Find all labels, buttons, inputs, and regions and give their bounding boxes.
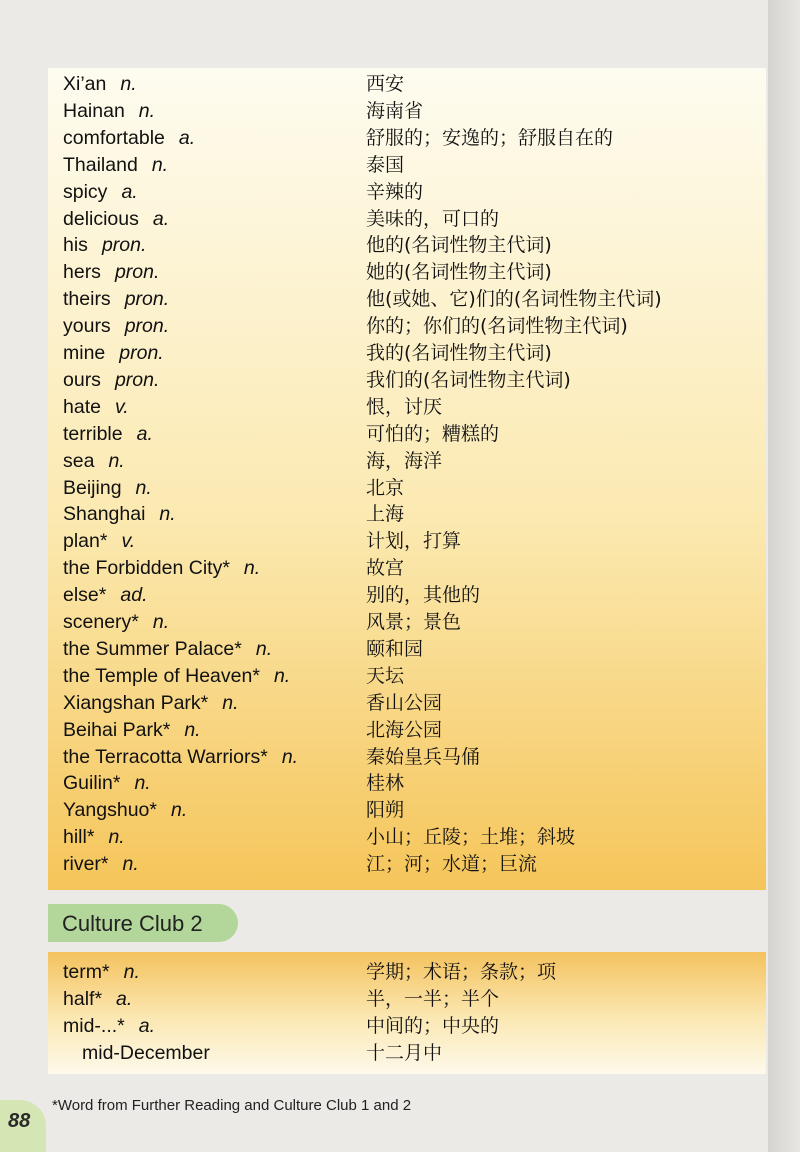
part-of-speech: pron.: [124, 315, 170, 338]
vocab-word: else*: [63, 584, 107, 607]
vocab-meaning: 你的；你们的(名词性物主代词): [366, 315, 628, 338]
vocab-row: [48, 717, 766, 744]
part-of-speech: n.: [120, 73, 137, 95]
vocab-row: [48, 71, 766, 98]
vocab-row: [48, 744, 766, 771]
section-tab-culture-club-2: [48, 904, 238, 942]
vocab-word: scenery*: [63, 611, 139, 633]
part-of-speech: n.: [135, 476, 152, 499]
vocab-meaning: 学期；术语；条款；项: [366, 961, 557, 983]
vocab-entry: [63, 582, 147, 609]
vocab-word: his: [63, 234, 88, 257]
vocab-meaning: 舒服的；安逸的；舒服自在的: [366, 126, 614, 149]
page-number: 88: [8, 1110, 31, 1132]
vocab-entry: [63, 797, 187, 824]
vocab-entry: [63, 259, 159, 286]
part-of-speech: n.: [138, 99, 156, 122]
vocab-row: [48, 636, 766, 663]
vocab-row: [48, 770, 766, 797]
vocab-row: [48, 609, 766, 636]
vocab-entry: [63, 71, 137, 98]
vocab-word: hate: [63, 395, 101, 418]
vocab-entry: [63, 528, 135, 555]
vocab-entry: [63, 98, 155, 125]
part-of-speech: n.: [151, 153, 169, 176]
vocab-entry: [63, 421, 153, 448]
vocab-word: mine: [63, 342, 106, 364]
part-of-speech: pron.: [114, 261, 160, 284]
vocab-row: [48, 421, 766, 448]
vocab-row: [48, 528, 766, 555]
part-of-speech: ad.: [120, 584, 148, 607]
vocab-word: the Temple of Heaven*: [63, 664, 260, 687]
vocab-entry: [63, 179, 138, 206]
vocab-meaning: 我们的(名词性物主代词): [366, 368, 571, 391]
part-of-speech: n.: [184, 718, 201, 741]
part-of-speech: n.: [255, 637, 273, 660]
vocab-row: [48, 663, 766, 690]
vocab-meaning: 海南省: [366, 99, 424, 122]
vocab-word: Beihai Park*: [63, 718, 171, 741]
part-of-speech: pron.: [101, 234, 147, 257]
vocab-entry: [63, 555, 260, 582]
vocab-word: sea: [63, 449, 95, 472]
part-of-speech: n.: [123, 961, 140, 983]
vocab-word: hers: [63, 261, 101, 284]
vocab-row: [48, 475, 766, 502]
part-of-speech: n.: [281, 745, 299, 768]
vocab-row: [48, 986, 766, 1013]
vocab-meaning: 美味的，可口的: [366, 207, 500, 230]
vocab-meaning: 秦始皇兵马俑: [366, 745, 481, 768]
vocab-entry: [63, 501, 176, 528]
part-of-speech: v.: [121, 530, 136, 553]
vocab-row: [48, 851, 766, 878]
vocab-meaning: 西安: [366, 73, 405, 95]
vocab-entry: [82, 1040, 210, 1067]
vocab-entry: [63, 340, 164, 367]
vocab-row: [48, 448, 766, 475]
part-of-speech: pron.: [119, 342, 164, 364]
vocab-meaning: 风景；景色: [366, 611, 462, 633]
vocab-meaning: 他的(名词性物主代词): [366, 234, 552, 257]
vocab-meaning: 海，海洋: [366, 449, 443, 472]
vocab-word: the Summer Palace*: [63, 637, 242, 660]
vocab-entry: [63, 744, 298, 771]
vocab-row: [48, 313, 766, 340]
vocab-meaning: 中间的；中央的: [366, 1015, 500, 1037]
vocab-row: [48, 959, 766, 986]
vocab-row: [48, 555, 766, 582]
vocab-entry: [63, 206, 169, 233]
part-of-speech: a.: [152, 207, 170, 230]
vocab-row: [48, 232, 766, 259]
vocab-row: [48, 98, 766, 125]
part-of-speech: n.: [273, 664, 291, 687]
vocab-meaning: 他(或她、它)们的(名词性物主代词): [366, 288, 662, 311]
vocab-word: Yangshuo*: [63, 799, 157, 822]
vocab-row: [48, 340, 766, 367]
vocab-word: the Terracotta Warriors*: [63, 745, 268, 768]
vocab-meaning: 辛辣的: [366, 180, 424, 203]
vocab-entry: [63, 636, 272, 663]
part-of-speech: n.: [159, 503, 176, 526]
vocab-row: [48, 125, 766, 152]
vocab-meaning: 阳朔: [366, 799, 405, 822]
vocab-row: [48, 179, 766, 206]
vocab-entry: [63, 313, 169, 340]
vocab-word: Beijing: [63, 476, 122, 499]
part-of-speech: a.: [178, 126, 196, 149]
vocab-entry: [63, 152, 168, 179]
vocab-meaning: 恨，讨厌: [366, 395, 443, 418]
part-of-speech: a.: [136, 422, 153, 445]
vocab-row: [48, 286, 766, 313]
vocabulary-panel: [48, 68, 766, 890]
vocab-meaning: 别的，其他的: [366, 584, 481, 607]
vocab-entry: [63, 959, 140, 986]
culture-club-vocabulary-panel: [48, 952, 766, 1074]
part-of-speech: n.: [222, 691, 239, 714]
part-of-speech: pron.: [114, 368, 160, 391]
vocab-word: Thailand: [63, 153, 138, 176]
part-of-speech: a.: [121, 180, 138, 203]
vocab-entry: [63, 367, 159, 394]
section-title: Culture Club 2: [62, 911, 203, 936]
vocab-meaning: 北京: [366, 476, 405, 499]
vocab-word: river*: [63, 853, 109, 876]
vocab-meaning: 天坛: [366, 664, 405, 687]
vocab-entry: [63, 125, 195, 152]
vocab-row: [48, 1013, 766, 1040]
vocab-row: [48, 501, 766, 528]
vocab-row: [48, 797, 766, 824]
vocab-word: comfortable: [63, 126, 165, 149]
vocab-entry: [63, 232, 146, 259]
part-of-speech: n.: [152, 611, 170, 633]
vocab-word: Xi’an: [63, 73, 107, 95]
vocab-word: mid-December: [82, 1042, 210, 1064]
vocab-entry: [63, 475, 152, 502]
vocab-row: [48, 206, 766, 233]
vocab-entry: [63, 1013, 155, 1040]
vocab-entry: [63, 286, 169, 313]
page-edge-shadow: [768, 0, 800, 1152]
vocab-row: [48, 582, 766, 609]
footnote: *Word from Further Reading and Culture Club 1 and 2: [52, 1097, 412, 1114]
vocab-entry: [63, 609, 169, 636]
vocab-entry: [63, 824, 125, 851]
vocab-entry: [63, 770, 151, 797]
vocab-meaning: 江；河；水道；巨流: [366, 853, 538, 876]
vocab-entry: [63, 717, 201, 744]
vocab-meaning: 香山公园: [366, 691, 443, 714]
vocab-meaning: 计划，打算: [366, 530, 462, 553]
part-of-speech: a.: [116, 988, 133, 1010]
vocab-word: yours: [63, 315, 111, 338]
vocab-entry: [63, 448, 125, 475]
vocab-meaning: 她的(名词性物主代词): [366, 261, 552, 284]
vocab-word: Shanghai: [63, 503, 146, 526]
page-number-badge: [0, 1100, 46, 1152]
part-of-speech: n.: [108, 449, 125, 472]
vocab-meaning: 半，一半；半个: [366, 988, 500, 1010]
vocab-meaning: 可怕的；糟糕的: [366, 422, 500, 445]
vocab-meaning: 桂林: [366, 772, 405, 795]
vocab-word: plan*: [63, 530, 108, 553]
vocab-entry: [63, 394, 129, 421]
vocab-meaning: 小山；丘陵；土堆；斜坡: [366, 826, 576, 849]
vocab-row: [48, 367, 766, 394]
vocab-word: the Forbidden City*: [63, 557, 230, 580]
vocab-meaning: 故宫: [366, 557, 405, 580]
vocab-row: [48, 394, 766, 421]
part-of-speech: v.: [114, 395, 129, 418]
vocab-row: [48, 824, 766, 851]
vocab-word: spicy: [63, 180, 108, 203]
vocab-word: half*: [63, 988, 103, 1010]
vocab-meaning: 十二月中: [366, 1042, 443, 1064]
vocab-row: [48, 1040, 766, 1067]
vocab-entry: [63, 663, 290, 690]
vocab-row: [48, 690, 766, 717]
vocab-word: term*: [63, 961, 110, 983]
vocab-word: delicious: [63, 207, 139, 230]
part-of-speech: n.: [134, 772, 151, 795]
part-of-speech: n.: [243, 557, 261, 580]
vocab-row: [48, 259, 766, 286]
vocab-word: ours: [63, 368, 101, 391]
vocab-meaning: 颐和园: [366, 637, 424, 660]
vocab-meaning: 上海: [366, 503, 405, 526]
vocab-word: Hainan: [63, 99, 125, 122]
part-of-speech: n.: [170, 799, 188, 822]
vocab-word: terrible: [63, 422, 123, 445]
part-of-speech: a.: [138, 1015, 156, 1037]
vocab-word: mid-...*: [63, 1015, 125, 1037]
vocab-entry: [63, 986, 132, 1013]
vocab-meaning: 北海公园: [366, 718, 443, 741]
vocab-meaning: 我的(名词性物主代词): [366, 342, 552, 364]
vocab-word: Guilin*: [63, 772, 121, 795]
vocab-meaning: 泰国: [366, 153, 405, 176]
part-of-speech: n.: [108, 826, 125, 849]
vocab-entry: [63, 690, 239, 717]
vocab-row: [48, 152, 766, 179]
vocab-word: hill*: [63, 826, 95, 849]
vocab-word: theirs: [63, 288, 111, 311]
vocab-word: Xiangshan Park*: [63, 691, 209, 714]
part-of-speech: n.: [122, 853, 139, 876]
vocab-entry: [63, 851, 139, 878]
part-of-speech: pron.: [124, 288, 170, 311]
